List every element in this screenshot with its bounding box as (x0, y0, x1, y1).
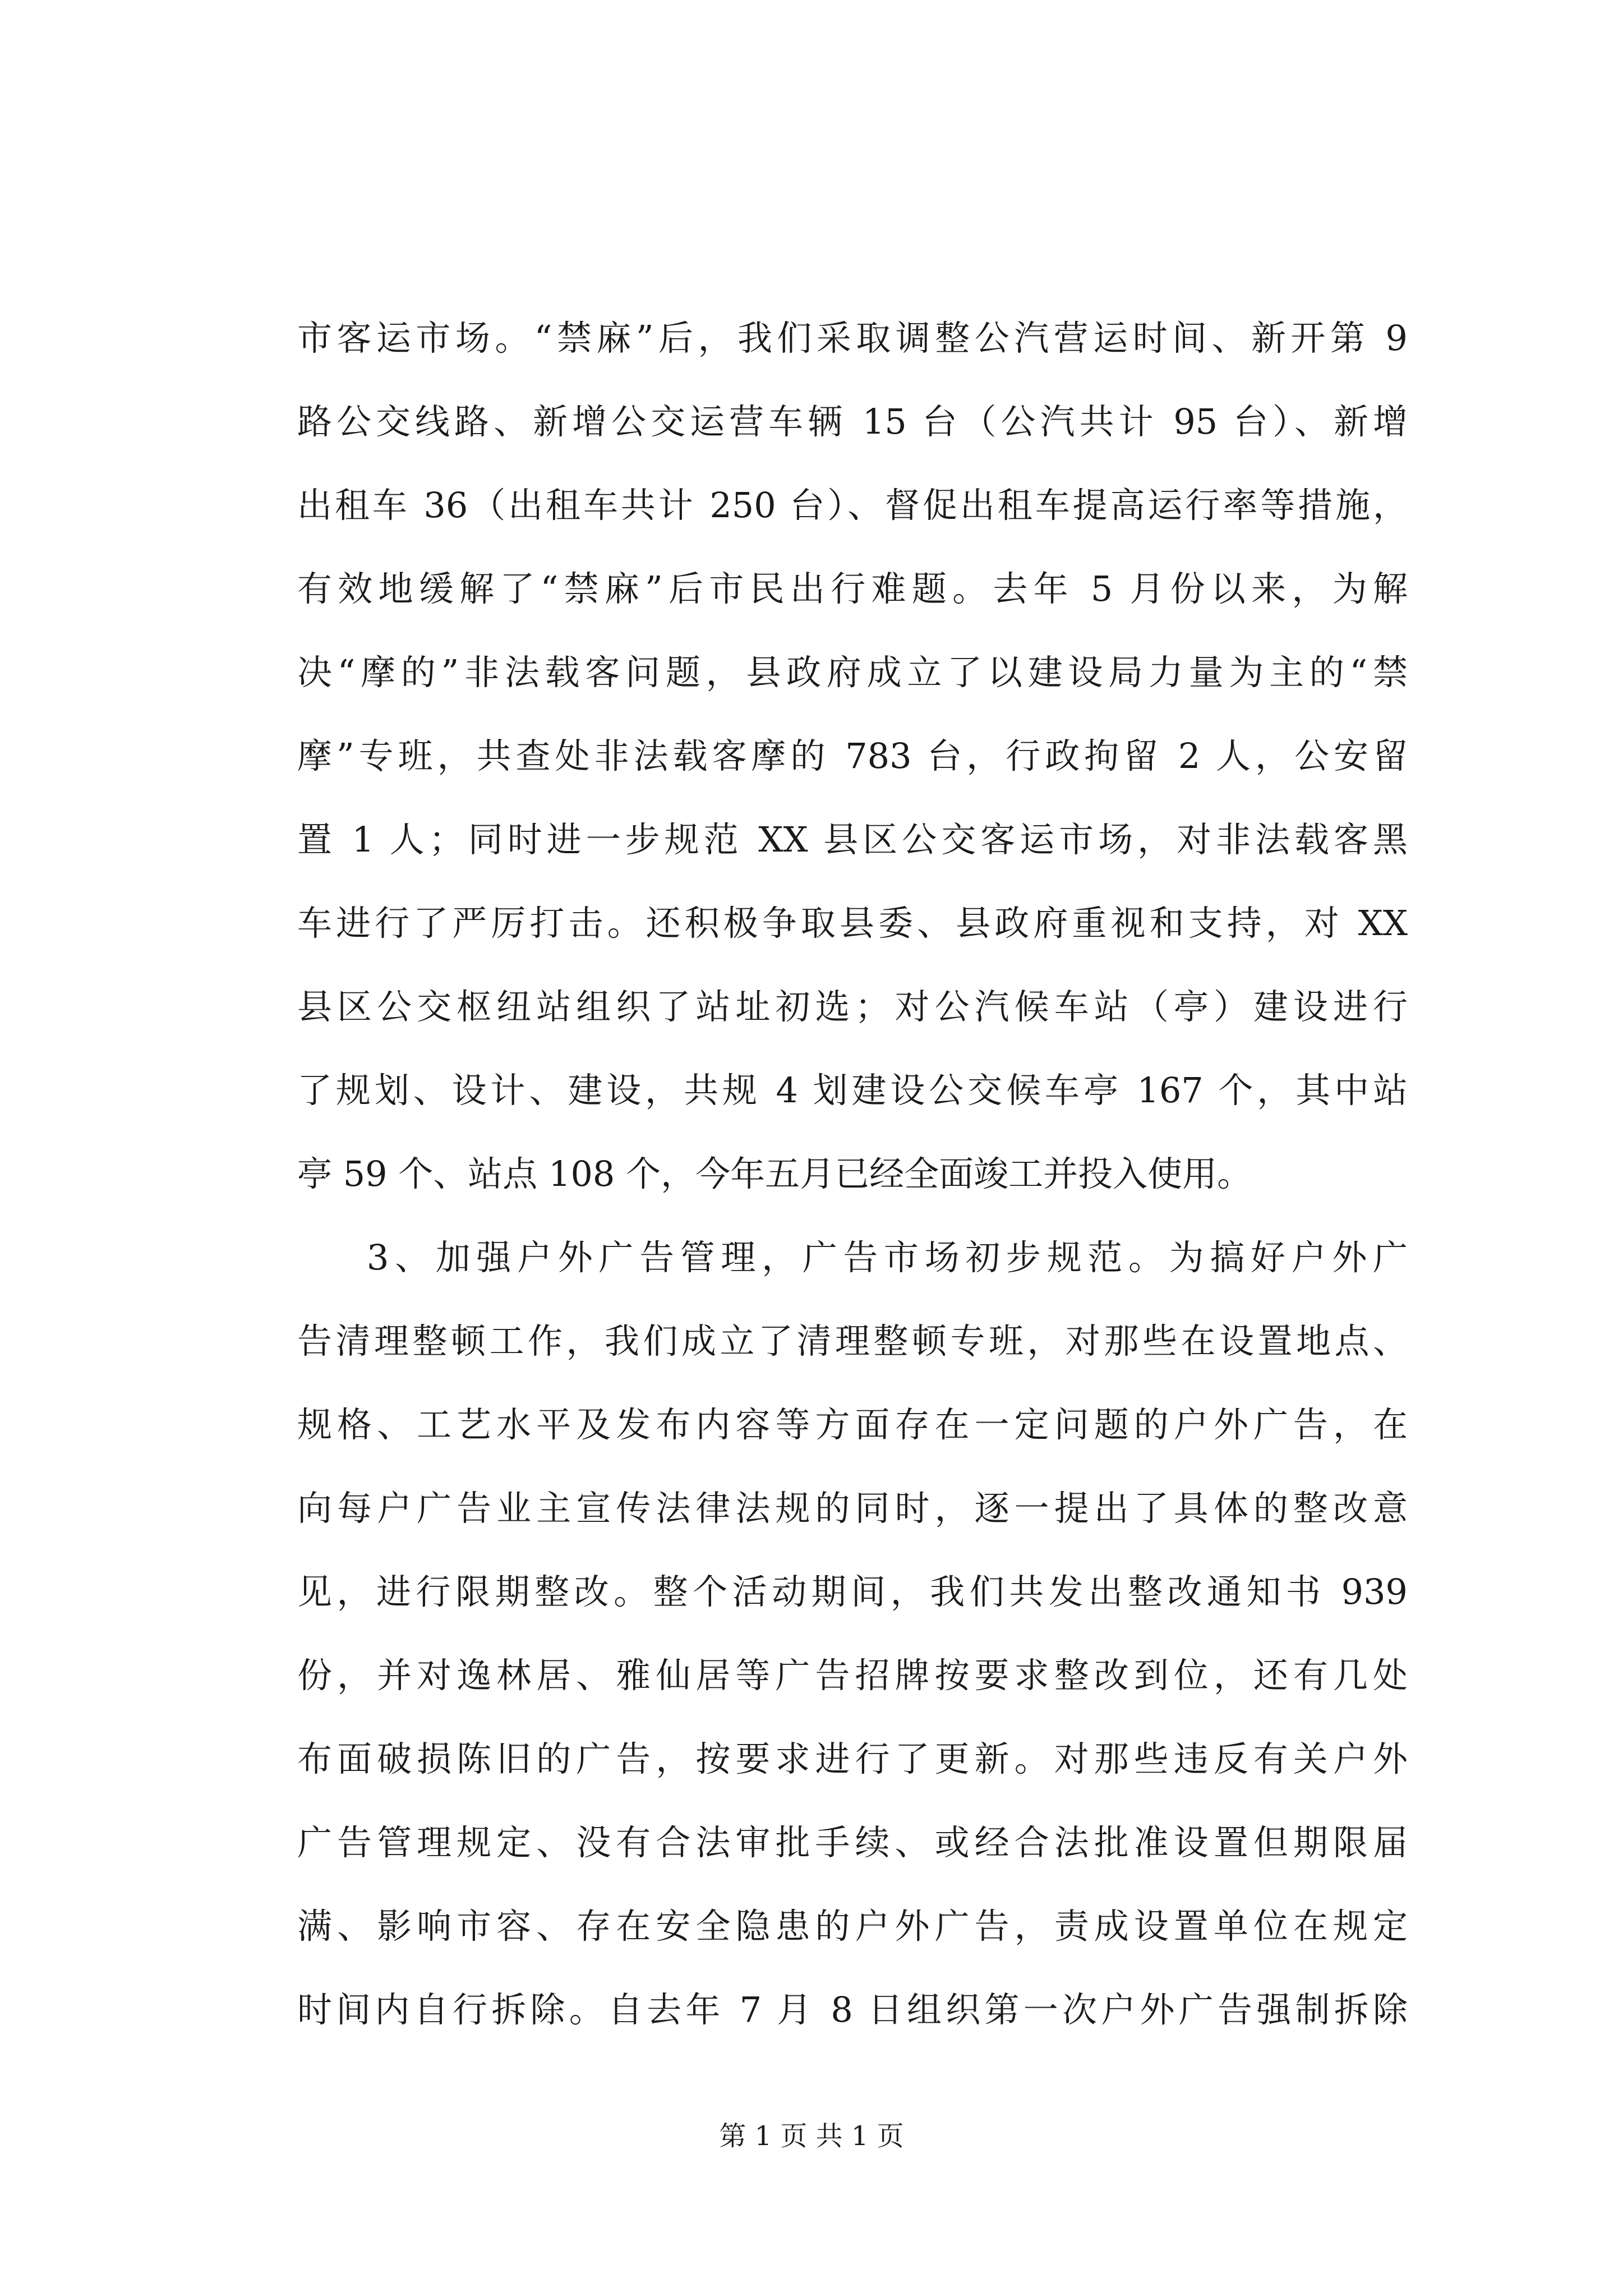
text-line: 见，进行限期整改。整个活动期间，我们共发出整改通知书 939 (297, 1571, 1408, 1612)
text-line: 置 1 人；同时进一步规范 XX 县区公交客运市场，对非法载客黑 (297, 819, 1408, 860)
text-line: 出租车 36（出租车共计 250 台）、督促出租车提高运行率等措施， (297, 485, 1408, 526)
text-line: 布面破损陈旧的广告，按要求进行了更新。对那些违反有关户外 (297, 1738, 1408, 1779)
text-line: 份，并对逸林居、雅仙居等广告招牌按要求整改到位，还有几处 (297, 1655, 1408, 1696)
text-line: 时间内自行拆除。自去年 7 月 8 日组织第一次户外广告强制拆除 (297, 1989, 1408, 2030)
text-line: 规格、工艺水平及发布内容等方面存在一定问题的户外广告，在 (297, 1404, 1408, 1445)
text-line: 县区公交枢纽站组织了站址初选；对公汽候车站（亭）建设进行 (297, 986, 1408, 1027)
text-line: 决“摩的”非法载客问题，县政府成立了以建设局力量为主的“禁 (297, 652, 1408, 693)
body-text (297, 296, 1408, 2051)
text-line: 有效地缓解了“禁麻”后市民出行难题。去年 5 月份以来，为解 (297, 568, 1408, 609)
text-line: 了规划、设计、建设，共规 4 划建设公交候车亭 167 个，其中站 (297, 1070, 1408, 1111)
page-footer (0, 2119, 1623, 2153)
text-line: 路公交线路、新增公交运营车辆 15 台（公汽共计 95 台）、新增 (297, 401, 1408, 442)
text-line: 告清理整顿工作，我们成立了清理整顿专班，对那些在设置地点、 (297, 1320, 1408, 1361)
text-line: 广告管理规定、没有合法审批手续、或经合法批准设置但期限届 (297, 1822, 1408, 1863)
paragraph-start-line: 3、加强户外广告管理，广告市场初步规范。为搞好户外广 (367, 1237, 1408, 1278)
page-number-label: 第 1 页 共 1 页 (719, 2120, 904, 2152)
text-line: 满、影响市容、存在安全隐患的户外广告，责成设置单位在规定 (297, 1906, 1408, 1947)
text-line: 车进行了严厉打击。还积极争取县委、县政府重视和支持，对 XX (297, 903, 1408, 944)
paragraph-end-line: 亭 59 个、站点 108 个，今年五月已经全面竣工并投入使用。 (297, 1153, 1252, 1194)
text-line: 向每户广告业主宣传法律法规的同时，逐一提出了具体的整改意 (297, 1488, 1408, 1529)
text-line: 摩”专班，共查处非法载客摩的 783 台，行政拘留 2 人，公安留 (297, 735, 1408, 776)
text-line: 市客运市场。“禁麻”后，我们采取调整公汽营运时间、新开第 9 (297, 318, 1408, 358)
